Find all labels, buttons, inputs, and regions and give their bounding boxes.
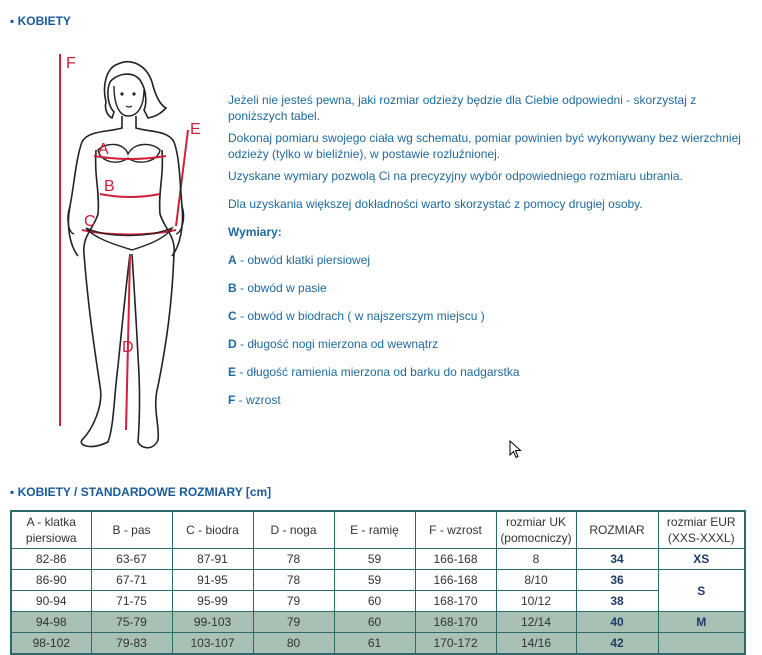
measurement-f: F - wzrost: [228, 393, 281, 407]
mouse-cursor-icon: [509, 440, 523, 460]
size-cell: 36: [576, 570, 658, 591]
table-cell: 168-170: [415, 591, 496, 612]
eur-size-cell: S: [658, 570, 745, 612]
col-header-d: D - noga: [253, 511, 334, 549]
table-cell: 60: [334, 612, 415, 633]
table-cell: 80: [253, 633, 334, 655]
section-title-standard-sizes: ▪ KOBIETY / STANDARDOWE ROZMIARY [cm]: [10, 485, 272, 499]
table-cell: 98-102: [11, 633, 91, 655]
letter-a: A: [98, 141, 109, 158]
table-cell: 90-94: [11, 591, 91, 612]
table-cell: 71-75: [91, 591, 172, 612]
table-cell: 59: [334, 570, 415, 591]
table-row: [11, 549, 745, 570]
body-measurement-diagram: [48, 46, 218, 466]
col-header-f: F - wzrost: [415, 511, 496, 549]
size-cell: 38: [576, 591, 658, 612]
col-header-rozmiar: ROZMIAR: [576, 511, 658, 549]
measurement-instructions: [228, 92, 748, 408]
table-cell: 61: [334, 633, 415, 655]
table-cell: 170-172: [415, 633, 496, 655]
table-cell: 10/12: [496, 591, 576, 612]
table-cell: 78: [253, 549, 334, 570]
table-cell: 8/10: [496, 570, 576, 591]
letter-d: D: [122, 339, 134, 356]
measurement-d: D - długość nogi mierzona od wewnątrz: [228, 337, 439, 351]
table-cell: 8: [496, 549, 576, 570]
table-cell: 79: [253, 612, 334, 633]
table-cell: 99-103: [172, 612, 253, 633]
size-cell: 40: [576, 612, 658, 633]
table-cell: 103-107: [172, 633, 253, 655]
table-cell: 60: [334, 591, 415, 612]
size-cell: 42: [576, 633, 658, 655]
eur-size-cell: [658, 633, 745, 655]
col-header-c: C - biodra: [172, 511, 253, 549]
table-row: [11, 570, 745, 591]
measurement-c: C - obwód w biodrach ( w najszerszym miejscu ): [228, 309, 485, 323]
table-cell: 82-86: [11, 549, 91, 570]
table-row-highlighted: [11, 612, 745, 633]
size-table: [10, 510, 746, 655]
table-row-highlighted: [11, 633, 745, 655]
section-title-kobiety: ▪ KOBIETY: [10, 14, 71, 28]
table-header-row: [11, 511, 745, 549]
letter-e: E: [190, 121, 201, 138]
table-cell: 79-83: [91, 633, 172, 655]
help-paragraph: Dla uzyskania większej dokładności warto skorzystać z pomocy drugiej osoby.: [228, 197, 643, 211]
table-cell: 63-67: [91, 549, 172, 570]
precision-paragraph: Uzyskane wymiary pozwolą Ci na precyzyjny wybór odpowiedniego rozmiaru ubrania.: [228, 169, 683, 183]
measurement-b: B - obwód w pasie: [228, 281, 327, 295]
table-cell: 67-71: [91, 570, 172, 591]
table-cell: 91-95: [172, 570, 253, 591]
measurement-a: A - obwód klatki piersiowej: [228, 253, 371, 267]
table-cell: 59: [334, 549, 415, 570]
col-header-e: E - ramię: [334, 511, 415, 549]
letter-f: F: [66, 55, 76, 72]
table-cell: 79: [253, 591, 334, 612]
col-header-uk: rozmiar UK (pomocniczy): [496, 511, 576, 549]
intro-paragraph: Jeżeli nie jesteś pewna, jaki rozmiar odzieży będzie dla Ciebie odpowiedni - skorzystaj z poniższych tabel.: [228, 93, 697, 123]
letter-b: B: [104, 178, 115, 195]
table-cell: 168-170: [415, 612, 496, 633]
table-cell: 86-90: [11, 570, 91, 591]
table-cell: 75-79: [91, 612, 172, 633]
eur-size-cell: XS: [658, 549, 745, 570]
measurement-e: E - długość ramienia mierzona od barku do nadgarstka: [228, 365, 520, 379]
eur-size-cell: M: [658, 612, 745, 633]
table-row: [11, 591, 745, 612]
table-cell: 166-168: [415, 570, 496, 591]
instructions-paragraph: Dokonaj pomiaru swojego ciała wg schematu, pomiar powinien być wykonywany bez wierzchniej odzieży (tylko w bieliźnie), w postawie rozluźnionej.: [228, 131, 741, 161]
wymiary-heading: Wymiary:: [228, 225, 282, 239]
size-cell: 34: [576, 549, 658, 570]
table-cell: 95-99: [172, 591, 253, 612]
letter-c: C: [84, 213, 96, 230]
table-cell: 14/16: [496, 633, 576, 655]
col-header-eur: rozmiar EUR (XXS-XXXL): [658, 511, 745, 549]
table-cell: 94-98: [11, 612, 91, 633]
table-cell: 12/14: [496, 612, 576, 633]
table-cell: 87-91: [172, 549, 253, 570]
table-cell: 78: [253, 570, 334, 591]
col-header-a: A - klatka piersiowa: [11, 511, 91, 549]
table-cell: 166-168: [415, 549, 496, 570]
col-header-b: B - pas: [91, 511, 172, 549]
